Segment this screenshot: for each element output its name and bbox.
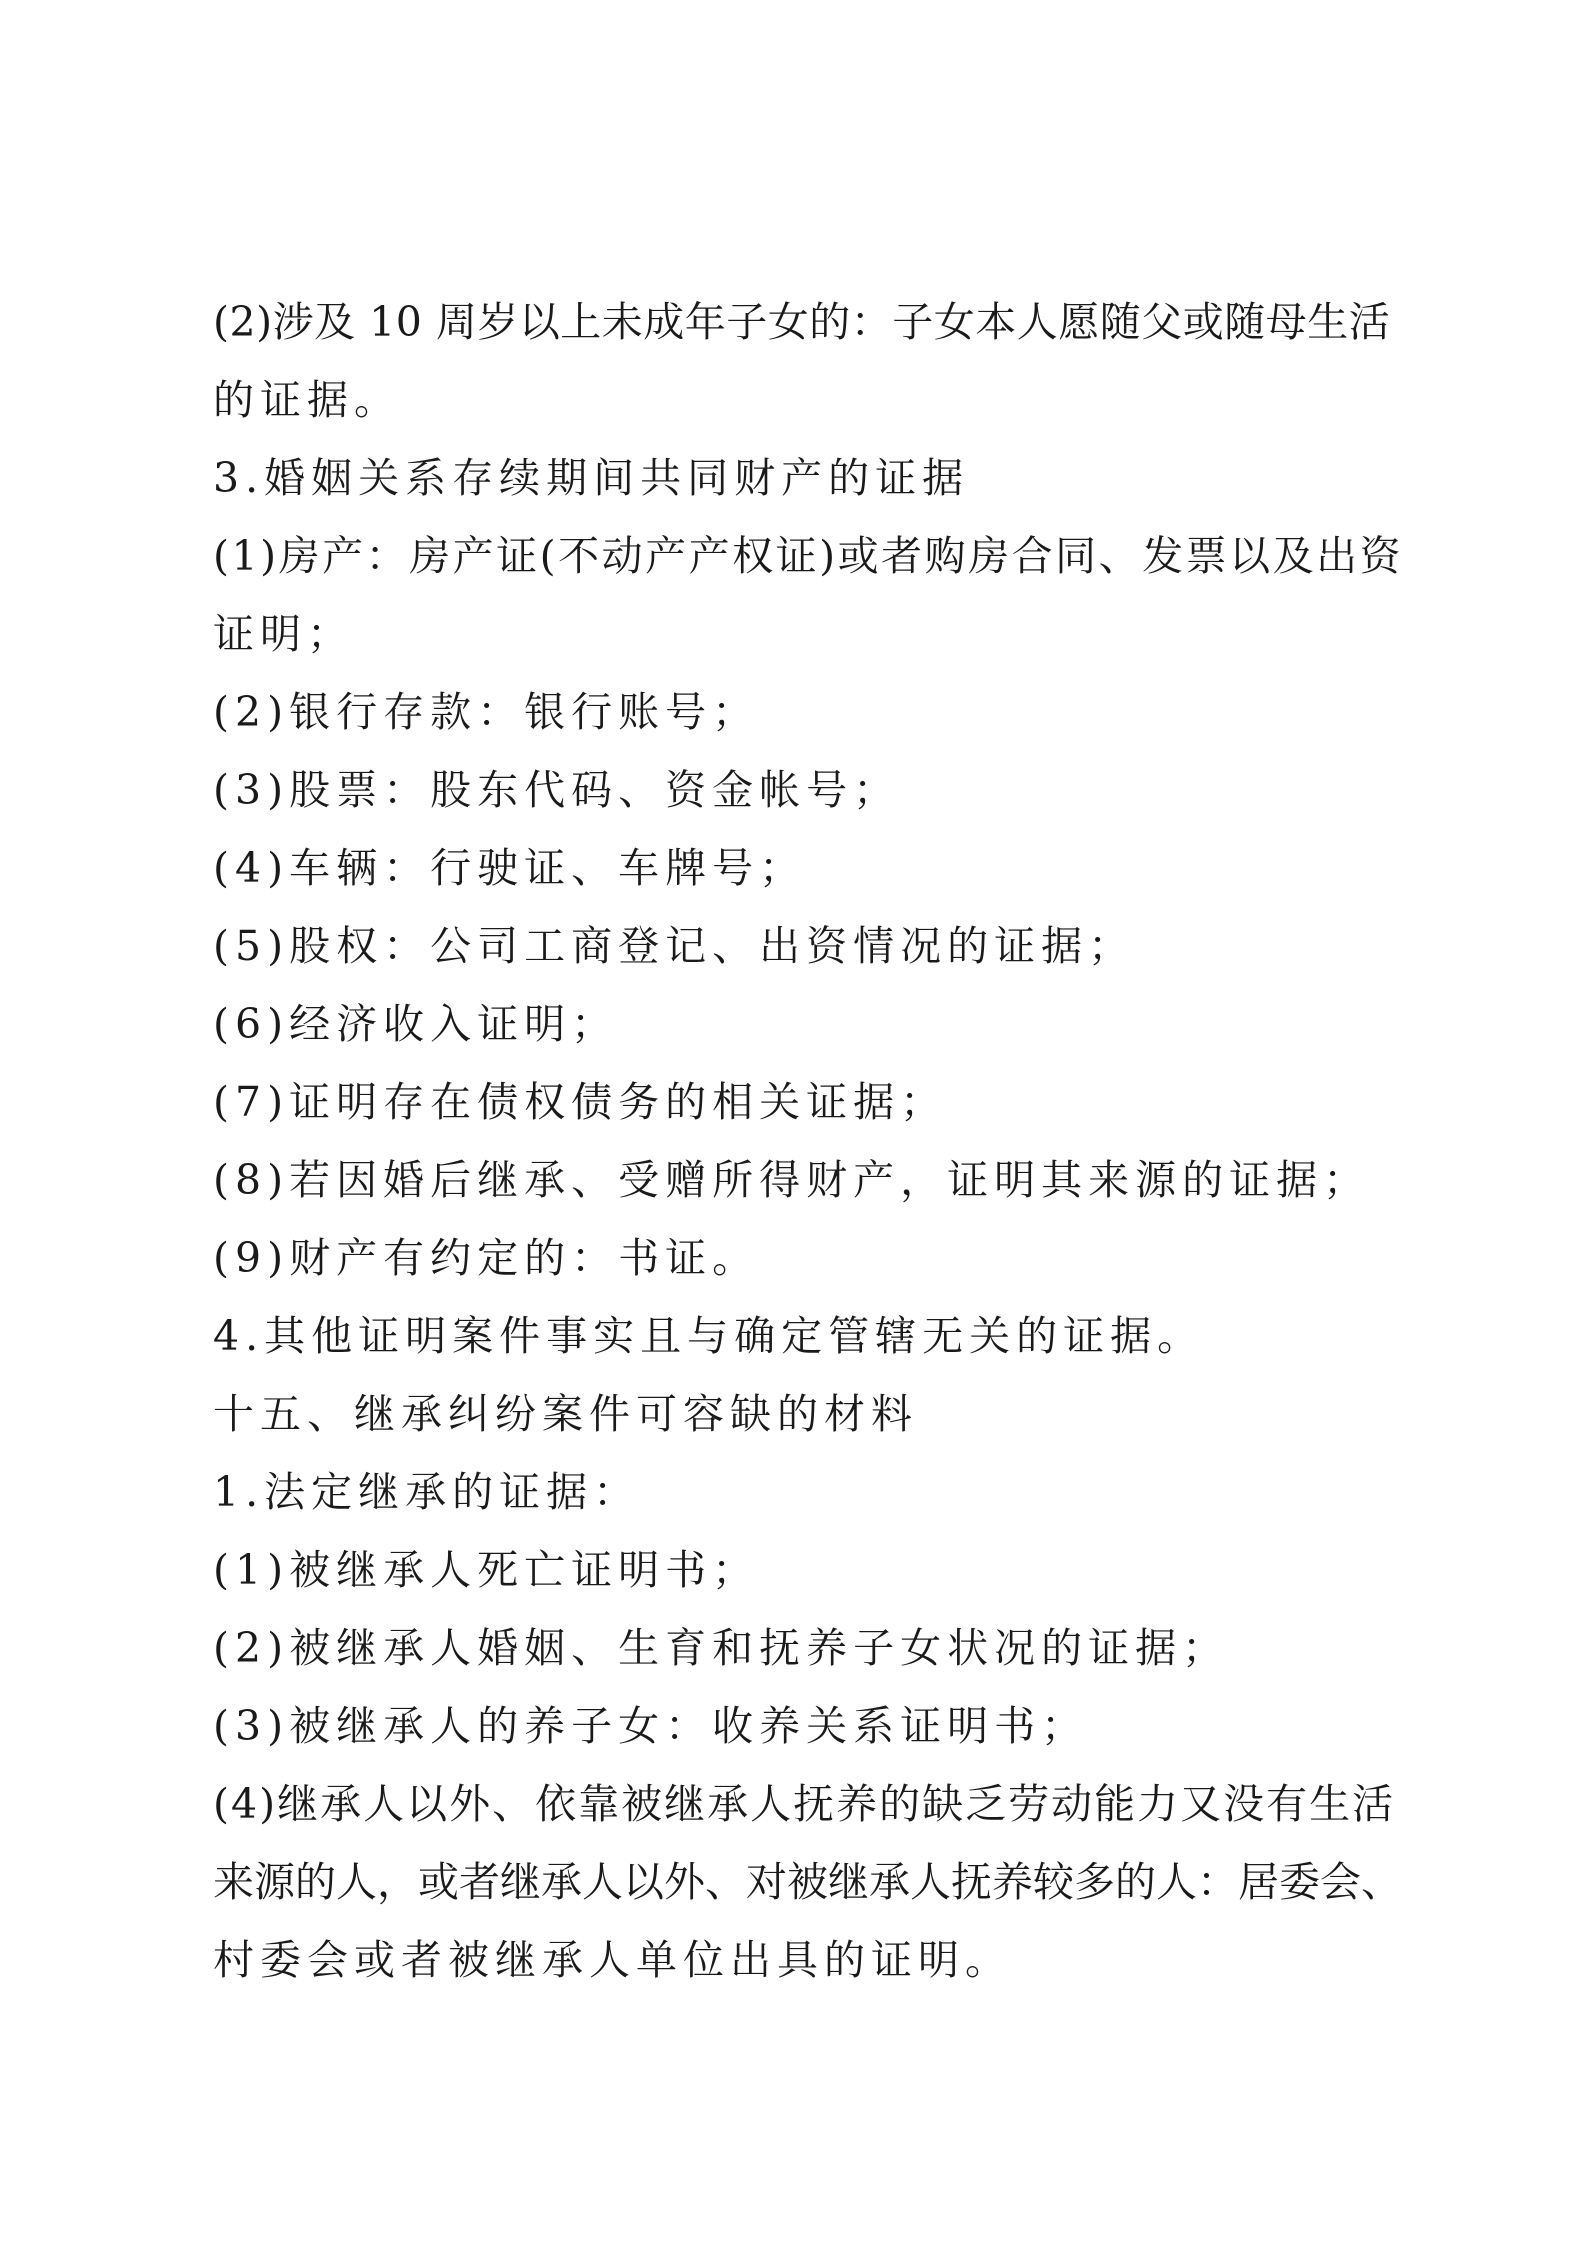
section-heading: 3.婚姻关系存续期间共同财产的证据 [213,454,970,502]
text-line: 的证据。 [213,376,401,424]
text-line: (2)银行存款：银行账号； [213,688,760,736]
document-body [213,283,1403,1999]
text-line: (3)股票：股东代码、资金帐号； [213,766,901,814]
text-line: (6)经济收入证明； [213,1000,619,1048]
text-line: (1)房产：房产证(不动产产权证)或者购房合同、发票以及出资 [213,532,1404,580]
text-line: (3)被继承人的养子女：收养关系证明书； [213,1702,1089,1750]
text-line: (9)财产有约定的：书证。 [213,1234,760,1282]
text-line: (4)继承人以外、依靠被继承人抚养的缺乏劳动能力又没有生活 [213,1780,1396,1828]
section-heading: 1.法定继承的证据： [213,1468,641,1516]
text-line: (5)股权：公司工商登记、出资情况的证据； [213,922,1136,970]
text-line: 村委会或者被继承人单位出具的证明。 [213,1936,1012,1984]
text-line: (1)被继承人死亡证明书； [213,1546,760,1594]
chapter-heading: 十五、继承纠纷案件可容缺的材料 [213,1390,918,1438]
text-line: (2)涉及 10 周岁以上未成年子女的：子女本人愿随父或随母生活 [213,298,1391,346]
text-line: (8)若因婚后继承、受赠所得财产，证明其来源的证据； [213,1156,1371,1204]
text-line: (4)车辆：行驶证、车牌号； [213,844,807,892]
section-heading: 4.其他证明案件事实且与确定管辖无关的证据。 [213,1312,1205,1360]
text-line: (7)证明存在债权债务的相关证据； [213,1078,948,1126]
text-line: 证明； [213,610,354,658]
text-line: (2)被继承人婚姻、生育和抚养子女状况的证据； [213,1624,1230,1672]
text-line: 来源的人，或者继承人以外、对被继承人抚养较多的人：居委会、 [213,1858,1402,1906]
